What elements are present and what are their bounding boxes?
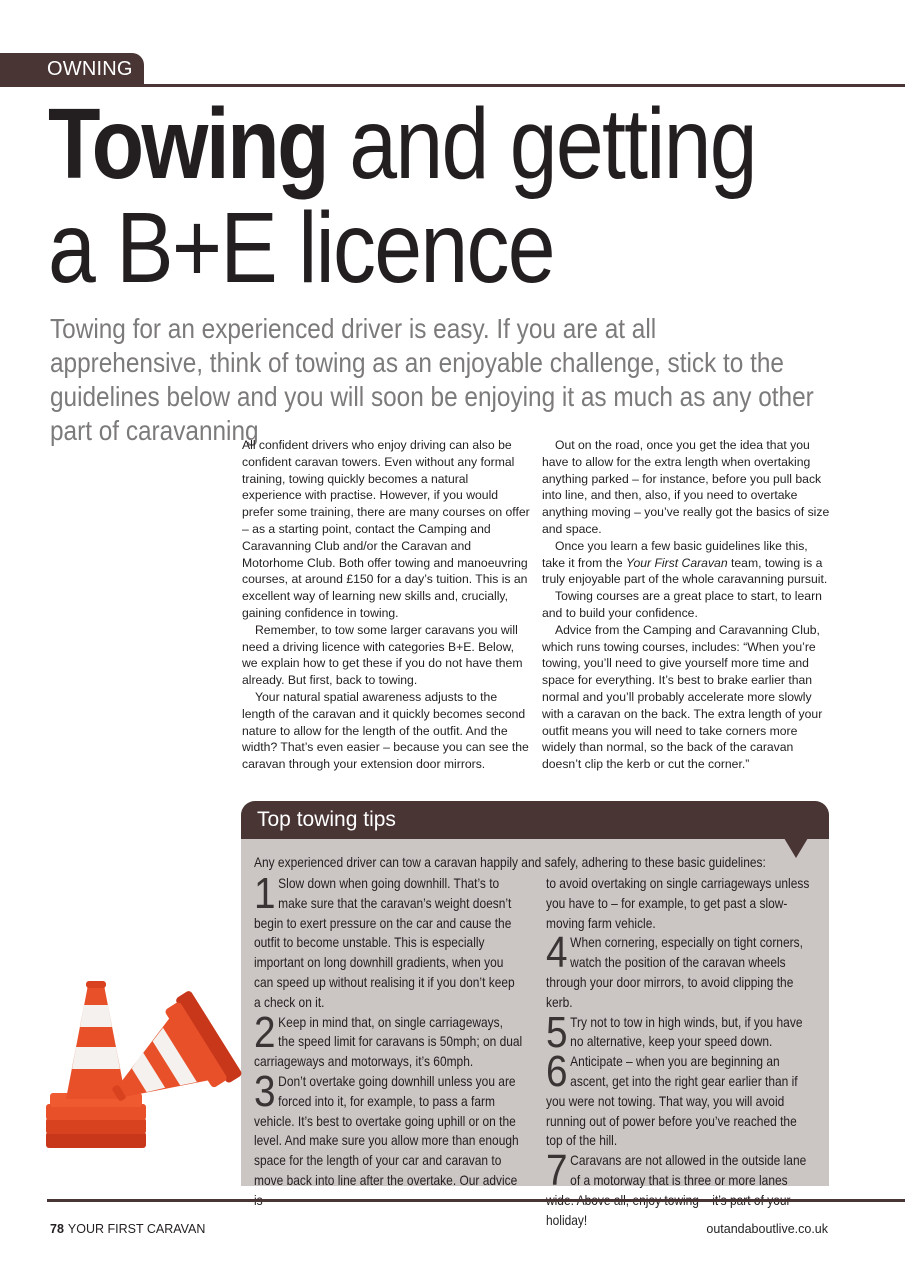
headline	[48, 88, 779, 304]
headline-line2: a B+E licence	[48, 192, 554, 304]
tip-number: 2	[254, 1007, 276, 1057]
tip-item	[546, 1146, 814, 1230]
page-number: 78	[50, 1222, 64, 1236]
top-rule	[0, 84, 905, 87]
website-url: outandaboutlive.co.uk	[706, 1222, 828, 1236]
tip-item	[546, 928, 814, 1012]
body-paragraph: Out on the road, once you get the idea that you have to allow for the extra length when overtaking anything parked – for instance, before you pull back into line, and then, also, if you need to overtake anything moving – you’ve really got the basics of size and space.	[542, 438, 830, 536]
body-paragraph	[542, 538, 830, 588]
tip-text: Slow down when going downhill. That’s to make sure that the caravan’s weight doesn’t begin to exert pressure on the car and cause the outfit to become unstable. This is especially important on long downhill gradients, when you can speed up without realising it if you don’t keep a check on it.	[254, 876, 515, 1010]
magazine-title: Your First Caravan	[626, 555, 728, 570]
body-paragraph: All confident drivers who enjoy driving can also be confident caravan towers. Even without any formal training, towing quickly becomes a natural experience with practise. However, if you would prefer some training, there are many courses on offer – as a starting point, contact the Camping and Caravanning Club and/or the Caravan and Motorhome Club. Both offer towing and manoeuvring courses, at around £150 for a day’s tuition. This is an excellent way of learning new skills and, crucially, gaining confidence in towing.	[242, 438, 530, 620]
tip-continuation: to avoid overtaking on single carriageways unless you have to – for example, to get past a slow-moving farm vehicle.	[546, 876, 810, 931]
tip-number: 6	[546, 1047, 568, 1097]
tip-text: Don’t overtake going downhill unless you are forced into it, for example, to pass a farm vehicle. It’s best to overtake going uphill or on the level. And make sure you allow more than enough space for the length of your car and caravan to move back into line after the overtake. Our advice	[254, 1073, 519, 1188]
standfirst: Towing for an experienced driver is easy. If you are at all apprehensive, think of towing as an enjoyable challenge, stick to the guidelines below and you will soon be enjoying it as much as any other part of caravanning	[50, 313, 814, 446]
body-text: team, towing is a truly enjoyable part of the whole caravanning pursuit.	[542, 555, 828, 587]
body-text: Once you learn a few basic guidelines like this, take it from the	[542, 538, 808, 570]
tip-text: Caravans are not allowed in the outside lane of a motorway that is three or more lanes holiday!	[546, 1153, 807, 1228]
tip-text: Try not to tow in high winds, but, if you have no alternative, keep your speed down.	[570, 1014, 803, 1050]
tip-text: Keep in mind that, on single carriageways, the speed limit for caravans is 50mph; on dual carriageways and motorways, it’s 60mph.	[254, 1014, 523, 1070]
tip-item	[546, 1007, 814, 1057]
body-paragraph: Towing courses are a great place to start, to learn and to build your confidence.	[542, 589, 822, 620]
tip-text: When cornering, especially on tight corners, watch the position of the caravan wheels through your door mirrors, to avoid clipping the kerb.	[546, 935, 803, 1010]
publication-name: YOUR FIRST CARAVAN	[67, 1222, 206, 1236]
tip-item	[254, 869, 522, 1013]
tip-item	[254, 1007, 523, 1072]
body-paragraph: Advice from the Camping and Caravanning Club, which runs towing courses, includes: “When you’re towing, you’ll need to give yourself more time and space for everything. It’s best to brake earlier than normal and you’ll probably accelerate more slowly with a caravan on the back. The extra length of your outfit means you will need to take corners more widely than normal, so the back of the caravan doesn’t clip the kerb or cut the corner.”	[542, 622, 823, 772]
folio	[50, 1222, 205, 1236]
tip-number: 1	[254, 869, 276, 918]
headline-bold: Towing	[48, 88, 328, 200]
tip-text: Anticipate – when you are beginning an ascent, get into the right gear earlier than if you were not towing. That way, you will avoid running out of power before you’ve reached the top of the hill.	[546, 1054, 798, 1149]
tips-column-right	[546, 874, 814, 1230]
tip-number: 4	[546, 928, 568, 978]
traffic-cones-icon	[40, 975, 255, 1175]
tips-intro: Any experienced driver can tow a caravan happily and safely, adhering to these basic guidelines:	[254, 855, 766, 870]
tip-number: 3	[254, 1066, 276, 1116]
body-column-right	[542, 437, 830, 773]
tips-title: Top towing tips	[257, 808, 396, 831]
body-paragraph: Your natural spatial awareness adjusts to the length of the caravan and it quickly becomes second nature to allow for the length of the outfit. And the width? That’s even easier – because you can see the caravan through your extension door mirrors.	[242, 689, 529, 772]
tip-item	[546, 1047, 814, 1151]
body-paragraph: Remember, to tow some larger caravans you will need a driving licence with categories B+E. Below, we explain how to get these if you do not have them already. But first, back to towing.	[242, 622, 523, 688]
body-column-left	[242, 437, 530, 773]
section-label: OWNING	[47, 58, 133, 80]
tip-item	[254, 1066, 522, 1211]
headline-rest: and getting	[327, 88, 756, 200]
tips-column-left	[254, 869, 523, 1211]
bottom-rule	[47, 1199, 905, 1202]
tip-number: 7	[546, 1146, 568, 1196]
tip-number: 5	[546, 1007, 568, 1057]
